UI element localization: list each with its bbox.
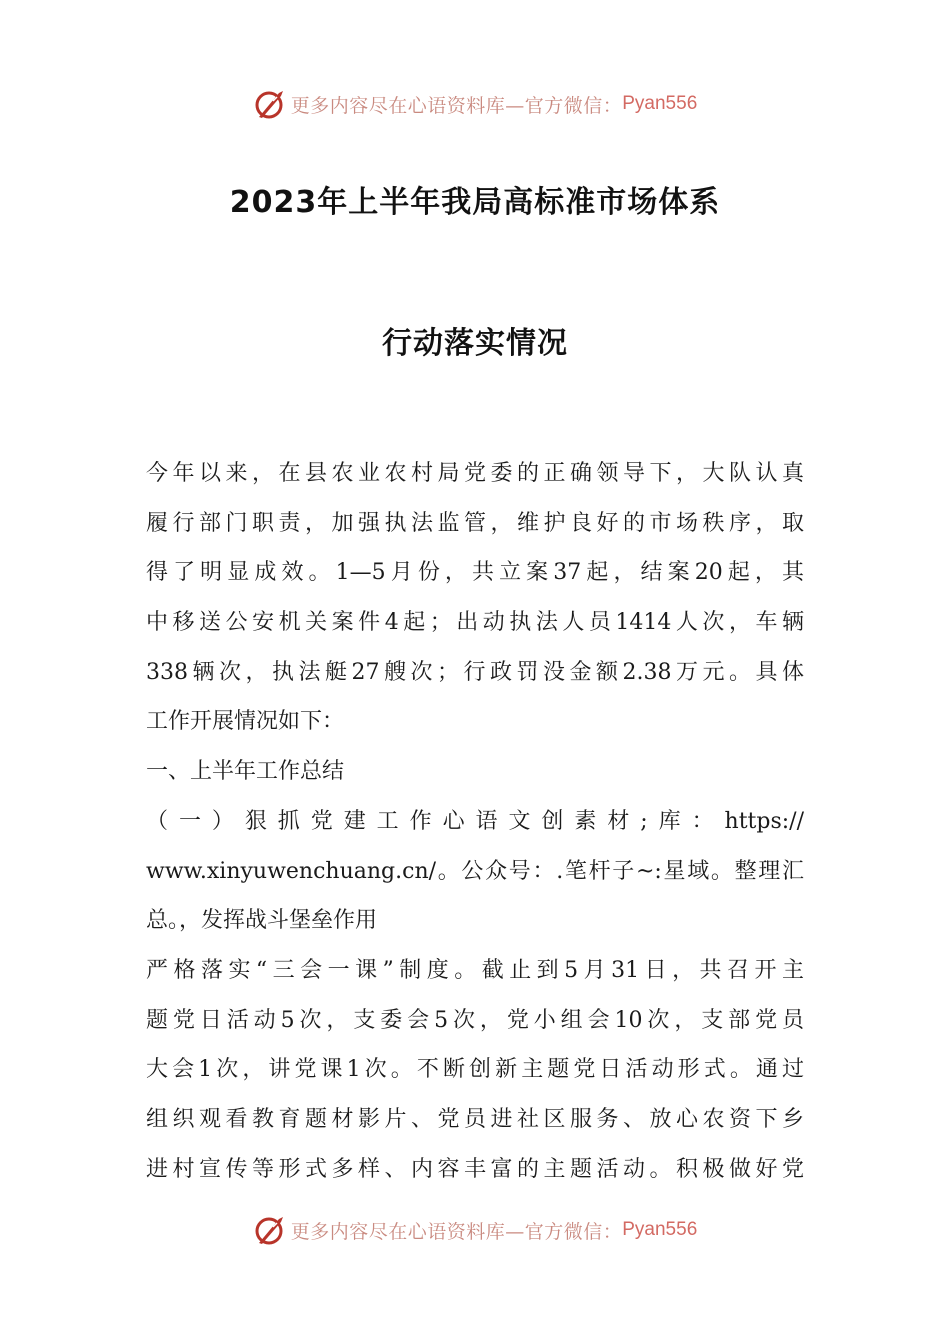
quill-pen-logo-icon	[253, 1213, 287, 1247]
document-body	[146, 449, 804, 1194]
watermark-text: 更多内容尽在心语资料库—官方微信：	[290, 94, 623, 117]
body-line: 今年以来，在县农业农村局党委的正确领导下，大队认真	[146, 461, 804, 486]
watermark-text: 更多内容尽在心语资料库—官方微信：	[290, 1220, 623, 1243]
body-line: 严格落实“三会一课”制度。截止到5月31日，共召开主	[146, 957, 804, 983]
watermark-wechat-id: Pyan556	[622, 1219, 698, 1240]
document-title-line-2: 行动落实情况	[382, 326, 568, 361]
subsection-heading: （一）狠抓党建工作心语文创素材;库：https://	[146, 808, 804, 834]
body-line: 中移送公安机关案件4起；出动执法人员1414人次，车辆	[146, 610, 804, 636]
body-line: 题党日活动5次，支委会5次，党小组会10次，支部党员	[146, 1007, 804, 1033]
document-title-line-1: 2023年上半年我局高标准市场体系	[229, 185, 721, 220]
body-line: 组织观看教育题材影片、党员进社区服务、放心农资下乡	[146, 1106, 804, 1132]
watermark-banner-bottom	[0, 1210, 950, 1250]
body-line: 得了明显成效。1—5月份，共立案37起，结案20起，其	[146, 560, 804, 586]
section-heading: 一、上半年工作总结	[146, 759, 345, 785]
watermark-banner-top	[0, 84, 950, 124]
body-line: 进村宣传等形式多样、内容丰富的主题活动。积极做好党	[146, 1156, 804, 1182]
body-line: 履行部门职责，加强执法监管，维护良好的市场秩序，取	[146, 510, 804, 536]
body-line: www.xinyuwenchuang.cn/。公众号：.笔杆子~:星域。整理汇	[146, 858, 804, 884]
body-line: 大会1次，讲党课1次。不断创新主题党日活动形式。通过	[146, 1057, 804, 1083]
body-line: 工作开展情况如下：	[146, 709, 345, 735]
body-line: 总。，发挥战斗堡垒作用	[146, 908, 378, 934]
watermark-wechat-id: Pyan556	[622, 93, 698, 114]
body-line: 338辆次，执法艇27艘次；行政罚没金额2.38万元。具体	[146, 659, 804, 685]
quill-pen-logo-icon	[253, 87, 287, 121]
